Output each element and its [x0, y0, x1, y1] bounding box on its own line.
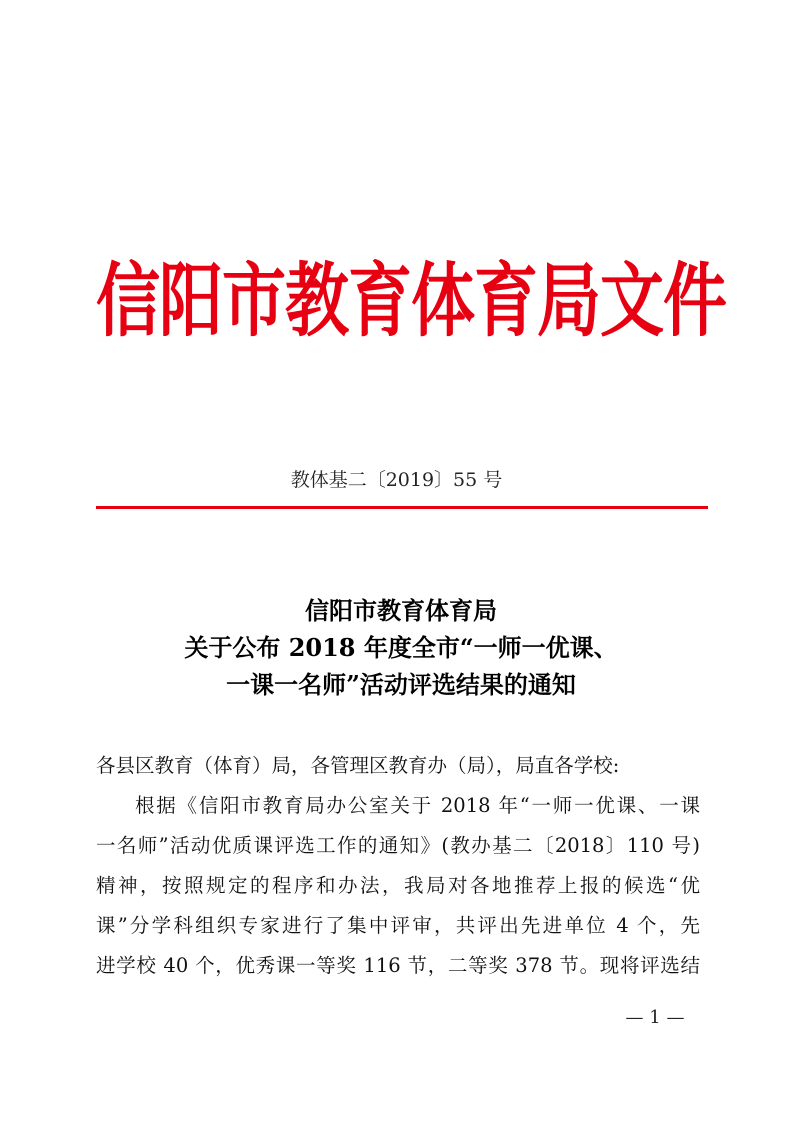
body-line: 精神，按照规定的程序和办法，我局对各地推荐上报的候选“优 [96, 874, 700, 897]
salutation: 各县区教育（体育）局，各管理区教育办（局），局直各学校: [96, 754, 620, 777]
notice-title-line-2: 关于公布 2018 年度全市“一师一优课、 [184, 633, 618, 662]
body-line: 进学校 40 个，优秀课一等奖 116 节，二等奖 378 节。现将评选结 [96, 954, 700, 977]
body-line: 根据《信阳市教育局办公室关于 2018 年“一师一优课、一课 [135, 794, 700, 817]
document-header-title: 信阳市教育体育局文件 [96, 254, 726, 349]
page-number: — 1 — [625, 1007, 685, 1028]
notice-body [96, 746, 700, 986]
notice-title-line-3: 一课一名师”活动评选结果的通知 [226, 670, 576, 699]
header-divider [96, 506, 708, 509]
body-line: 一名师”活动优质课评选工作的通知》(教办基二〔2018〕110 号) [96, 834, 700, 857]
notice-title-line-1: 信阳市教育体育局 [305, 596, 497, 625]
notice-title [96, 592, 706, 703]
body-line: 课”分学科组织专家进行了集中评审，共评出先进单位 4 个，先 [96, 914, 700, 937]
document-number: 教体基二〔2019〕55 号 [290, 469, 503, 491]
